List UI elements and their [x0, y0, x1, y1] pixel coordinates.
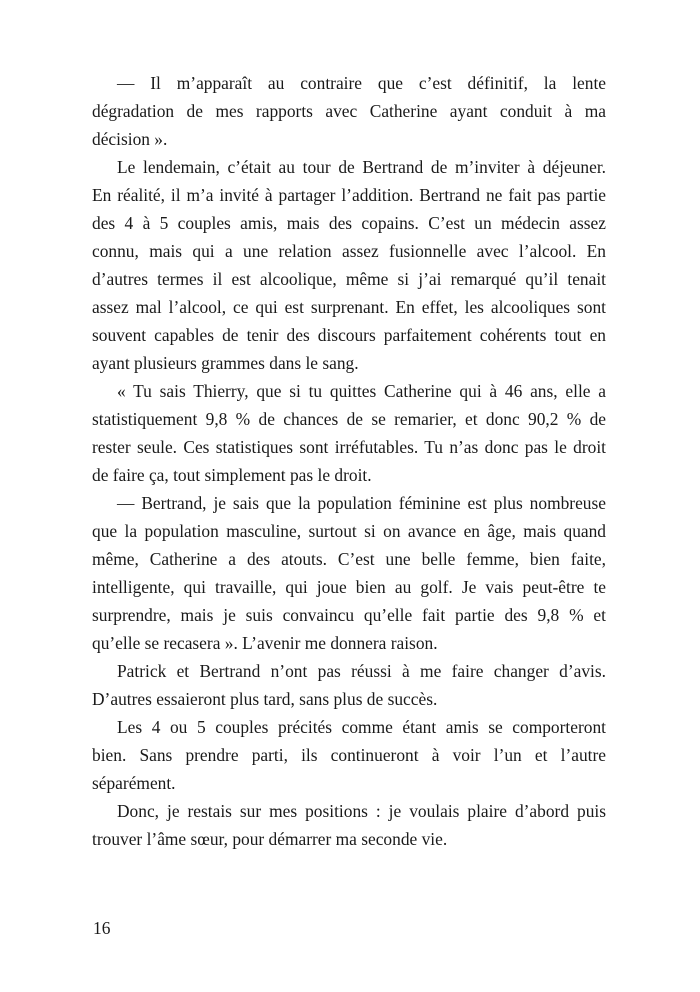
page-body: [92, 69, 606, 853]
text-line: surprendre, mais je suis convaincu qu’elle fait partie des 9,8 % et: [92, 605, 606, 625]
text-line: d’autres termes il est alcoolique, même si j’ai remarqué qu’il tenait: [92, 269, 606, 289]
text-line: dégradation de mes rapports avec Catherine ayant conduit à ma: [92, 101, 606, 121]
text-line: Les 4 ou 5 couples précités comme étant amis se comporteront: [117, 717, 606, 737]
text-line: statistiquement 9,8 % de chances de se remarier, et donc 90,2 % de: [92, 409, 606, 429]
text-line: séparément.: [92, 773, 176, 793]
text-line: que la population masculine, surtout si on avance en âge, mais quand: [92, 521, 606, 541]
text-line: ayant plusieurs grammes dans le sang.: [92, 353, 359, 373]
text-line: intelligente, qui travaille, qui joue bien au golf. Je vais peut-être te: [92, 577, 606, 597]
text-line: « Tu sais Thierry, que si tu quittes Catherine qui à 46 ans, elle a: [117, 381, 606, 401]
text-line: des 4 à 5 couples amis, mais des copains. C’est un médecin assez: [92, 213, 606, 233]
text-line: trouver l’âme sœur, pour démarrer ma seconde vie.: [92, 829, 448, 849]
text-line: de faire ça, tout simplement pas le droit.: [92, 465, 372, 485]
text-line: assez mal l’alcool, ce qui est surprenant. En effet, les alcooliques sont: [92, 297, 606, 317]
text-line: Patrick et Bertrand n’ont pas réussi à me faire changer d’avis.: [117, 661, 606, 681]
text-line: bien. Sans prendre parti, ils continueront à voir l’un et l’autre: [92, 745, 606, 765]
text-line: décision ».: [92, 129, 168, 149]
text-line: connu, mais qui a une relation assez fusionnelle avec l’alcool. En: [92, 241, 606, 261]
text-line: souvent capables de tenir des discours parfaitement cohérents tout en: [92, 325, 606, 345]
text-line: rester seule. Ces statistiques sont irréfutables. Tu n’as donc pas le droit: [92, 437, 606, 457]
text-line: — Bertrand, je sais que la population féminine est plus nombreuse: [117, 493, 606, 513]
text-line: D’autres essaieront plus tard, sans plus de succès.: [92, 689, 438, 709]
text-line: Le lendemain, c’était au tour de Bertrand de m’inviter à déjeuner.: [117, 157, 606, 177]
text-line: — Il m’apparaît au contraire que c’est définitif, la lente: [117, 73, 606, 93]
text-line: qu’elle se recasera ». L’avenir me donnera raison.: [92, 633, 438, 653]
page-number: 16: [93, 918, 111, 938]
text-line: En réalité, il m’a invité à partager l’addition. Bertrand ne fait pas partie: [92, 185, 606, 205]
text-line: même, Catherine a des atouts. C’est une belle femme, bien faite,: [92, 549, 606, 569]
text-line: Donc, je restais sur mes positions : je voulais plaire d’abord puis: [117, 801, 606, 821]
